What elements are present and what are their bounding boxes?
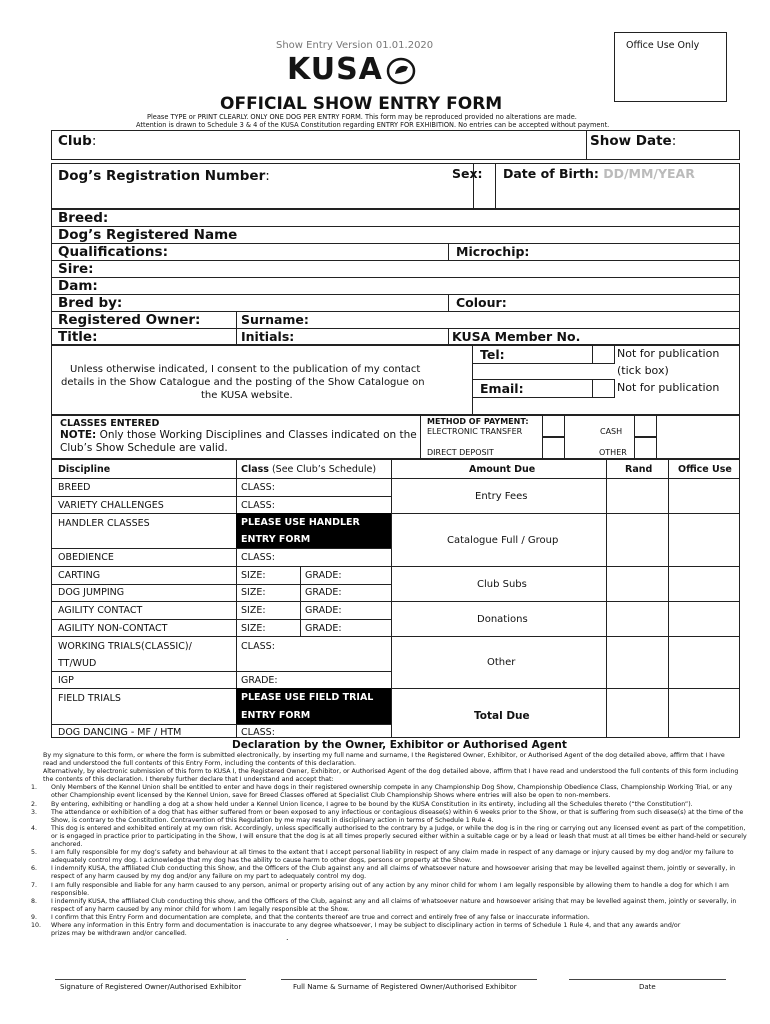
colour-label: Colour: — [456, 295, 507, 310]
discipline-breed: BREED — [58, 482, 91, 493]
col-rand: Rand — [625, 464, 653, 475]
registered-owner-label: Registered Owner: — [58, 312, 201, 328]
discipline-working-trials: WORKING TRIALS(CLASSIC)/ — [58, 641, 192, 652]
declaration-item-text: This dog is entered and exhibited entirely at my own risk. Accordingly, unless specifically authorised to the contrary by a Judge, or while the dog is in the ring or carrying out any licensed event as part of the competition, — [51, 824, 746, 832]
tel-not-for-publication-checkbox[interactable] — [592, 345, 615, 364]
working-class-field[interactable]: CLASS: — [241, 641, 275, 652]
col-office-use: Office Use — [678, 464, 732, 475]
declaration-item-line — [43, 792, 743, 800]
declaration-item-text: other Championship event licensed by the Kennel Union, save for Breed Classes offered at Specialist Club Championship Shows where entries will also be open to non-members. — [51, 792, 611, 800]
show-date-label: Show Date: — [590, 133, 677, 149]
classes-note-line-1: NOTE: Only those Working Disciplines and Classes indicated on the — [60, 429, 417, 441]
consent-line-2: details in the Show Catalogue and the posting of the Show Catalogue on — [61, 377, 425, 388]
jumping-size-field[interactable]: SIZE: — [241, 587, 266, 598]
declaration-item-text: respect of any harm caused by my dog and/or any failure on my part to adequately control my dog. — [51, 873, 367, 881]
declaration-item-number: 1. — [31, 784, 38, 792]
discipline-dog-jumping: DOG JUMPING — [58, 587, 125, 598]
declaration-item-text: I indemnify KUSA, the affiliated Club conducting this show, and the Officers of the Club, against any and all claims of whatsoever nature and howsoever arising that may be levelled against them, jointly or severally, in — [51, 897, 737, 905]
declaration-item-number: 4. — [31, 824, 38, 832]
variety-class-field[interactable]: CLASS: — [241, 500, 275, 511]
signature-caption: Signature of Registered Owner/Authorised Exhibitor — [60, 983, 242, 991]
office-use-label: Office Use Only — [626, 40, 700, 51]
declaration-item-line — [43, 890, 743, 898]
declaration-item-text: anchored. — [51, 841, 83, 849]
declaration-item-number: 7. — [31, 881, 38, 889]
declaration-item-text: I confirm that this Entry Form and documentation are complete, and that the contents thereof are true and correct and entirely free of any false or inaccurate information. — [51, 913, 590, 921]
amount-total-due: Total Due — [474, 710, 530, 722]
declaration-intro-line: Alternatively, by electronic submission of this form to KUSA I, the Registered Owner, Exhibitor, or Authorised Agent of the dog detailed above, affirm that I have read and understood the full contents of this form including — [43, 768, 739, 776]
declaration-item-number: 10. — [31, 921, 42, 929]
discipline-igp: IGP — [58, 675, 74, 686]
declaration-item-text: Where any information in this Entry form and documentation is inaccurate to any degree whatsoever, I may be subject to disciplinary action in terms of Schedule 1 Rule 4, and that any awards and/or — [51, 921, 681, 929]
discipline-variety: VARIETY CHALLENGES — [58, 500, 164, 511]
amount-other: Other — [487, 657, 516, 668]
payment-cash-label: CASH — [600, 427, 623, 436]
agility-noncontact-size-field[interactable]: SIZE: — [241, 623, 266, 634]
discipline-carting: CARTING — [58, 570, 101, 581]
consent-line-1: Unless otherwise indicated, I consent to the publication of my contact — [70, 364, 421, 375]
declaration-item-line — [31, 800, 743, 809]
title-label: Title: — [58, 329, 98, 345]
declaration-item-line — [31, 784, 743, 792]
declaration-item-line — [31, 881, 743, 890]
declaration-item-line — [43, 906, 743, 914]
full-name-line[interactable] — [281, 979, 537, 980]
kusa-member-label: KUSA Member No. — [452, 329, 581, 344]
sex-label: Sex: — [452, 166, 483, 181]
tick-box-hint: (tick box) — [617, 364, 669, 377]
declaration-item-line — [43, 817, 743, 825]
electronic-checkbox[interactable] — [542, 415, 565, 437]
discipline-agility-contact: AGILITY CONTACT — [58, 605, 143, 616]
declaration-item-text: respect of any harm caused by any minor child for whom I am legally responsible at the Show. — [51, 905, 350, 913]
handler-entry-form-notice: PLEASE USE HANDLER ENTRY FORM — [236, 513, 391, 548]
discipline-dog-dancing: DOG DANCING - MF / HTM — [58, 727, 182, 738]
email-not-for-publication-label: Not for publication — [617, 381, 720, 394]
declaration-item-text: The attendance or exhibition of a dog that has either suffered from or been exposed to any infectious or contagious disease(s) within 6 weeks prior to the Show, or that is suffering from such disease(s) at the time of the — [51, 808, 744, 816]
amount-club-subs: Club Subs — [477, 579, 527, 590]
declaration-item-line — [43, 841, 743, 849]
declaration-item-number: 6. — [31, 865, 38, 873]
club-label: Club: — [58, 133, 97, 149]
igp-grade-field[interactable]: GRADE: — [241, 675, 278, 686]
breed-class-field[interactable]: CLASS: — [241, 482, 275, 493]
declaration-intro-line: read and understood the full contents of this Entry Form, including the contents of this declaration. — [43, 760, 356, 768]
form-title: OFFICIAL SHOW ENTRY FORM — [220, 94, 503, 114]
discipline-agility-noncontact: AGILITY NON-CONTACT — [58, 623, 168, 634]
carting-size-field[interactable]: SIZE: — [241, 570, 266, 581]
col-amount-due: Amount Due — [469, 464, 536, 475]
declaration-item-text: or is engaged in practice prior to participating in the Show, I will ensure that the dog is at all times properly secured either within a suitable cage or by a lead or leash that must at all times be either hand-held or securely — [51, 832, 747, 840]
declaration-item-number: 5. — [31, 849, 38, 857]
jumping-grade-field[interactable]: GRADE: — [305, 587, 342, 598]
declaration-item-line — [43, 857, 743, 865]
dog-dancing-class-field[interactable]: CLASS: — [241, 727, 275, 738]
declaration-item-line — [31, 808, 744, 817]
declaration-body — [31, 752, 747, 938]
declaration-item-text: Show, is contrary to the Constitution. Contravention of this Regulation by me may result in disciplinary action in terms of Schedule 1 Rule 4. — [51, 816, 494, 824]
amount-entry-fees: Entry Fees — [475, 491, 528, 502]
dam-label: Dam: — [58, 278, 98, 294]
amount-donations: Donations — [477, 614, 528, 625]
full-name-caption: Full Name & Surname of Registered Owner/Authorised Exhibitor — [293, 983, 517, 991]
sire-label: Sire: — [58, 261, 94, 277]
date-caption: Date — [639, 983, 656, 991]
discipline-working-trials-2: TT/WUD — [58, 658, 97, 669]
declaration-item-line — [43, 832, 747, 841]
declaration-item-text: Only Members of the Kennel Union shall be entitled to enter and have dogs in their registered ownership compete in any Championship Dog Show, Championship Obedience Class, Championship Working Trial, or any — [51, 784, 733, 792]
declaration-item-number: 3. — [31, 808, 38, 816]
form-version: Show Entry Version 01.01.2020 — [276, 40, 434, 51]
payment-method-heading: METHOD OF PAYMENT: — [427, 417, 529, 426]
qualifications-label: Qualifications: — [58, 244, 168, 260]
declaration-item-text: I am fully responsible and liable for any harm caused to any person, animal or property arising out of any action by any minor child for whom I am legally responsible by allowing them to handle a dog for which I am — [51, 881, 729, 889]
surname-label: Surname: — [241, 312, 309, 327]
declaration-dot: . — [286, 933, 289, 942]
declaration-item-line — [31, 921, 743, 930]
agility-contact-size-field[interactable]: SIZE: — [241, 605, 266, 616]
obedience-class-field[interactable]: CLASS: — [241, 552, 275, 563]
amount-catalogue: Catalogue Full / Group — [447, 535, 559, 546]
agility-noncontact-grade-field[interactable]: GRADE: — [305, 623, 342, 634]
other-checkbox[interactable] — [634, 437, 657, 459]
declaration-intro-line: the contents of this declaration. I thereby further declare that I understand and accept that: — [43, 776, 334, 784]
kusa-logo-text: KUSA — [287, 52, 383, 87]
declaration-intro-line: By my signature to this form, or where the form is submitted electronically, by inserting my full name and surname, I the Registered Owner, Exhibitor, or Authorised Agent of the dog detailed above, affirm that I have — [43, 752, 725, 759]
declaration-item-line — [31, 824, 746, 833]
declaration-item-text: I am fully responsible for my dog’s safety and behaviour at all times to the extent that I accept personal liability in respect of any claim made in respect of any damage or injury caused by my dog and/or my failure to — [51, 849, 734, 857]
breed-label: Breed: — [58, 210, 109, 226]
discipline-field-trials: FIELD TRIALS — [58, 693, 121, 704]
dob-label: Date of Birth: DD/MM/YEAR — [503, 166, 695, 181]
reg-number-label: Dog’s Registration Number: — [58, 168, 270, 184]
declaration-item-line — [31, 897, 743, 906]
tel-not-for-publication-label: Not for publication — [617, 347, 720, 360]
declaration-item-text: prizes may be withdrawn and/or cancelled. — [51, 930, 187, 938]
email-label: Email: — [480, 381, 524, 396]
microchip-label: Microchip: — [456, 244, 530, 259]
instruction-line-2: Attention is drawn to Schedule 3 & 4 of the KUSA Constitution regarding ENTRY FOR EXHIBITION. No entries can be accepted without payment. — [136, 121, 610, 129]
tel-label: Tel: — [480, 347, 505, 362]
declaration-item-line — [31, 913, 743, 922]
field-trial-entry-form-notice: PLEASE USE FIELD TRIAL ENTRY FORM — [236, 688, 391, 724]
signature-line[interactable] — [55, 979, 246, 980]
cash-checkbox[interactable] — [634, 415, 657, 437]
classes-entered-heading: CLASSES ENTERED — [60, 418, 160, 429]
declaration-item-number: 9. — [31, 913, 38, 921]
agility-contact-grade-field[interactable]: GRADE: — [305, 605, 342, 616]
payment-direct-label: DIRECT DEPOSIT — [427, 448, 494, 457]
col-discipline: Discipline — [58, 464, 111, 475]
discipline-handler: HANDLER CLASSES — [58, 518, 150, 529]
declaration-item-text: adequately control my dog. I acknowledge that my dog has the ability to cause harm to other dogs, persons or property at the Show. — [51, 857, 472, 865]
declaration-item-line — [31, 849, 743, 857]
instruction-line-1: Please TYPE or PRINT CLEARLY. ONLY ONE DOG PER ENTRY FORM. This form may be reproduced provided no alterations are made. — [147, 113, 577, 121]
declaration-heading: Declaration by the Owner, Exhibitor or Authorised Agent — [232, 739, 567, 751]
declaration-item-number: 8. — [31, 897, 38, 905]
email-not-for-publication-checkbox[interactable] — [592, 379, 615, 398]
direct-checkbox[interactable] — [542, 437, 565, 459]
discipline-obedience: OBEDIENCE — [58, 552, 114, 563]
declaration-item-number: 2. — [31, 800, 38, 808]
col-class: Class (See Club’s Schedule) — [241, 464, 377, 475]
declaration-item-line — [43, 873, 743, 881]
declaration-item-text: I indemnify KUSA, the affiliated Club conducting this Show, and the Officers of the Club against any and all claims of whatsoever nature and howsoever arising that may be levelled against them, jointly or severally, in — [51, 865, 736, 873]
payment-other-label: OTHER — [599, 448, 627, 457]
consent-line-3: the KUSA website. — [201, 390, 293, 401]
kusa-logo-icon — [386, 57, 416, 85]
declaration-item-text: By entering, exhibiting or handling a dog at a show held under a Kennel Union licence, I agree to be bound by the KUSA Constitution in its entirety, including all the Schedules thereto (“the Constitution”). — [51, 800, 693, 808]
date-line[interactable] — [569, 979, 726, 980]
declaration-item-line — [43, 930, 743, 938]
payment-electronic-label: ELECTRONIC TRANSFER — [427, 427, 523, 436]
classes-note-line-2: Club’s Show Schedule are valid. — [60, 442, 228, 454]
bred-by-label: Bred by: — [58, 295, 123, 311]
initials-label: Initials: — [241, 329, 295, 344]
carting-grade-field[interactable]: GRADE: — [305, 570, 342, 581]
declaration-item-text: responsible. — [51, 889, 90, 897]
declaration-item-line — [31, 865, 743, 873]
registered-name-label: Dog’s Registered Name — [58, 227, 238, 243]
